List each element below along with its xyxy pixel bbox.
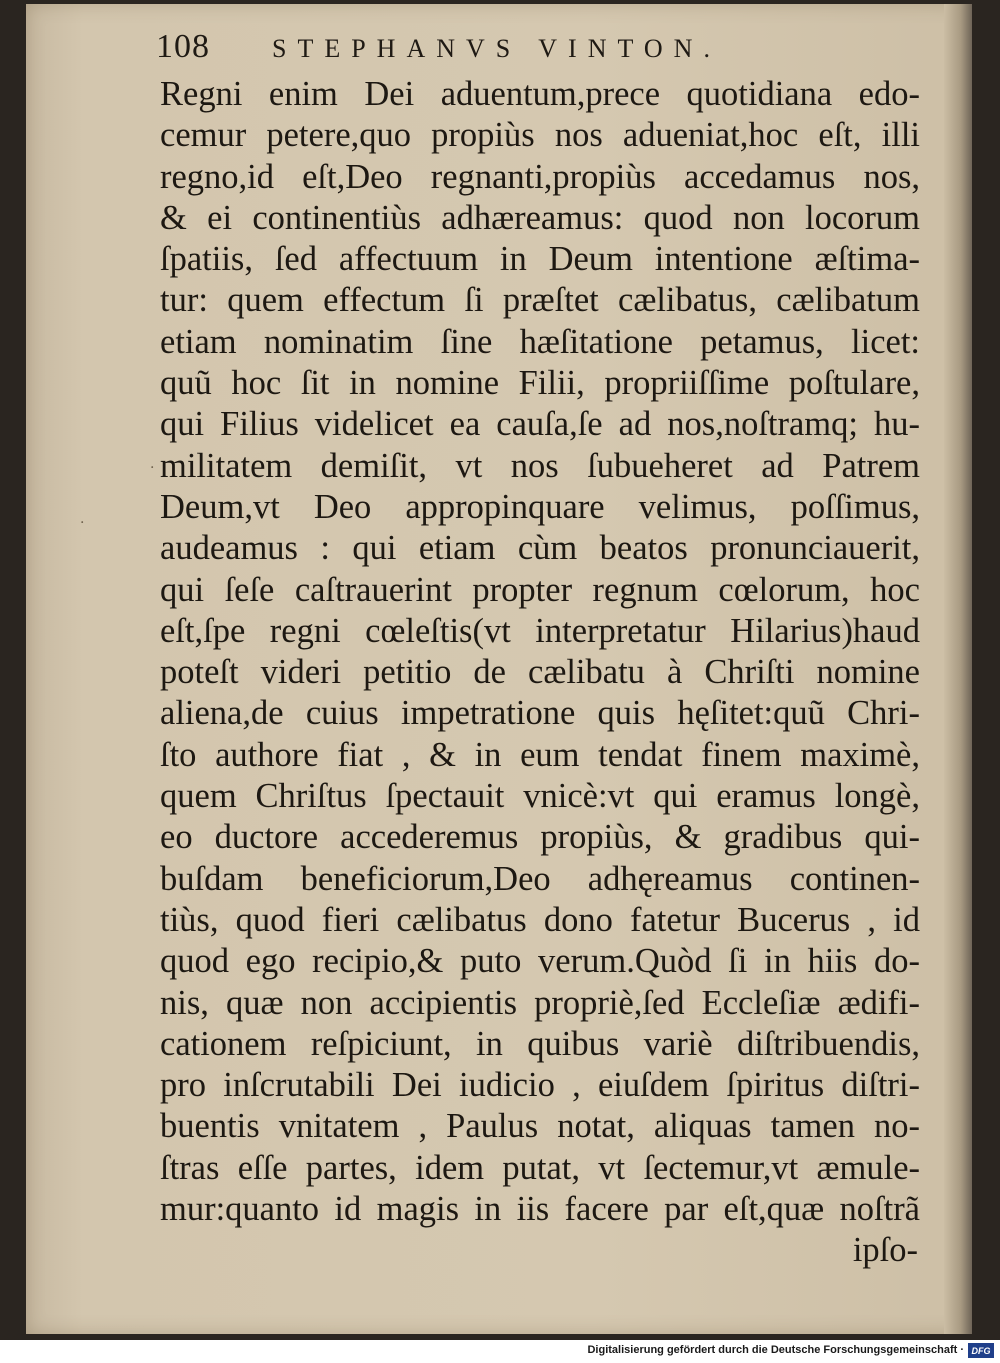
text-line: etiam nominatim ſine hæſitatione petamus, licet: bbox=[160, 322, 920, 361]
text-line: qui ſeſe caſtrauerint propter regnum cœlorum, hoc bbox=[160, 570, 920, 609]
dfg-logo-icon bbox=[968, 1343, 994, 1358]
body-text bbox=[160, 74, 920, 1272]
footer-credit: Digitalisierung gefördert durch die Deutsche Forschungsgemeinschaft · bbox=[587, 1344, 964, 1356]
text-line: cemur petere,quo propiùs nos adueniat,hoc eſt, illi bbox=[160, 116, 920, 155]
margin-mark: · bbox=[150, 460, 155, 476]
page-header bbox=[156, 28, 856, 68]
text-line: tiùs, quod fieri cælibatus dono fatetur Bucerus , id bbox=[160, 900, 920, 939]
running-head: STEPHANVS VINTON. bbox=[272, 34, 721, 63]
text-line: buſdam beneficiorum,Deo adhęreamus continen- bbox=[160, 859, 920, 898]
digitization-footer bbox=[0, 1340, 1000, 1363]
text-line: quod ego recipio,& puto verum.Quòd ſi in hiis do- bbox=[160, 942, 920, 981]
dfg-logo-text: DFG bbox=[971, 1345, 991, 1356]
text-line: aliena,de cuius impetratione quis hęſitet:quũ Chri- bbox=[160, 694, 920, 733]
text-line: ſto authore fiat , & in eum tendat finem maximè, bbox=[160, 735, 920, 774]
text-line: militatem demiſit, vt nos ſubueheret ad Patrem bbox=[160, 446, 920, 485]
text-line: tur: quem effectum ſi præſtet cælibatus, cælibatum bbox=[160, 281, 920, 320]
text-line: Deum,vt Deo appropinquare velimus, poſſimus, bbox=[160, 487, 920, 526]
text-line: regno,id eſt,Deo regnanti,propiùs accedamus nos, bbox=[160, 157, 920, 196]
text-line: audeamus : qui etiam cùm beatos pronunciauerit, bbox=[160, 529, 920, 568]
text-line: pro inſcrutabili Dei iudicio , eiuſdem ſpiritus diſtri- bbox=[160, 1066, 920, 1105]
page-gutter bbox=[944, 4, 972, 1334]
text-line: eſt,ſpe regni cœleſtis(vt interpretatur Hilarius)haud bbox=[160, 611, 920, 650]
text-line: ipſo- bbox=[852, 1231, 918, 1270]
margin-mark: · bbox=[80, 515, 85, 531]
text-line: qui Filius videlicet ea cauſa,ſe ad nos,noſtramq; hu- bbox=[160, 405, 920, 444]
text-line: ſtras eſſe partes, idem putat, vt ſectemur,vt æmule- bbox=[160, 1148, 920, 1187]
text-line: eo ductore accederemus propiùs, & gradibus qui- bbox=[160, 818, 920, 857]
text-line: cationem reſpiciunt, in quibus variè diſtribuendis, bbox=[160, 1024, 920, 1063]
text-line: buentis vnitatem , Paulus notat, aliquas tamen no- bbox=[160, 1107, 920, 1146]
text-line: poteſt videri petitio de cælibatu à Chriſti nomine bbox=[160, 653, 920, 692]
text-line: Regni enim Dei aduentum,prece quotidiana edo- bbox=[160, 75, 920, 113]
text-line: ſpatiis, ſed affectuum in Deum intentione æſtima- bbox=[160, 240, 920, 279]
text-line: quũ hoc ſit in nomine Filii, propriiſſime poſtulare, bbox=[160, 364, 920, 403]
text-line: & ei continentiùs adhæreamus: quod non locorum bbox=[160, 198, 920, 237]
page-number: 108 bbox=[156, 28, 210, 65]
text-line: quem Chriſtus ſpectauit vnicè:vt qui eramus longè, bbox=[160, 777, 920, 816]
text-line: nis, quæ non accipientis propriè,ſed Eccleſiæ ædifi- bbox=[160, 983, 920, 1022]
text-line: mur:quanto id magis in iis facere par eſt,quæ noſtrã bbox=[160, 1190, 920, 1229]
